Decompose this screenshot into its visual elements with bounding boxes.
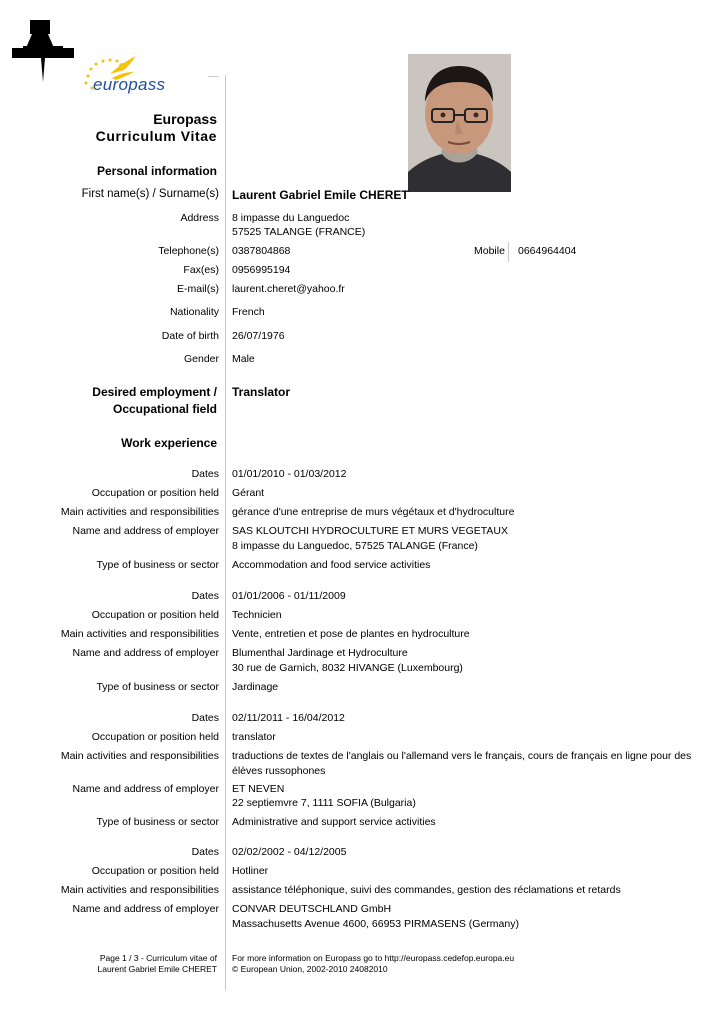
document-title-line1: Europass <box>153 111 217 127</box>
pushpin-icon <box>10 18 76 84</box>
section-title-personal: Personal information <box>96 164 217 178</box>
job-dates: 01/01/2006 - 01/11/2009 <box>232 590 346 602</box>
job-dates-label: Dates <box>191 846 219 858</box>
nationality-label: Nationality <box>169 306 219 318</box>
europass-wordmark <box>93 75 165 95</box>
job-activities-label: Main activities and responsibilities <box>60 750 219 762</box>
mobile-separator <box>508 242 509 262</box>
nationality-value: French <box>232 306 265 318</box>
footer-europass-link[interactable]: For more information on Europass go to http://europass.cedefop.europa.eu <box>232 953 515 963</box>
gender-label: Gender <box>183 353 219 365</box>
column-divider <box>225 75 226 990</box>
job-activities-label: Main activities and responsibilities <box>60 628 219 640</box>
telephone-value: 0387804868 <box>232 245 291 257</box>
job-dates: 02/02/2002 - 04/12/2005 <box>232 846 347 858</box>
job-employer-label: Name and address of employer <box>72 783 219 795</box>
job-dates-label: Dates <box>191 468 219 480</box>
job-occupation-label: Occupation or position held <box>91 487 219 499</box>
email-value: laurent.cheret@yahoo.fr <box>232 283 345 295</box>
gender-value: Male <box>232 353 255 365</box>
dob-label: Date of birth <box>161 330 219 342</box>
europass-wordmark-text: europass <box>93 75 166 94</box>
job-employer-name: SAS KLOUTCHI HYDROCULTURE ET MURS VEGETAUX <box>232 525 508 537</box>
telephone-label: Telephone(s) <box>158 245 219 257</box>
job-employer-address: 22 septiemvre 7, 1111 SOFIA (Bulgaria) <box>232 797 416 809</box>
address-line1: 8 impasse du Languedoc <box>232 212 350 224</box>
address-line2: 57525 TALANGE (FRANCE) <box>232 226 366 238</box>
job-activities: assistance téléphonique, suivi des commandes, gestion des réclamations et retards <box>232 884 621 896</box>
footer-copyright: © European Union, 2002-2010 24082010 <box>232 964 388 974</box>
job-activities: gérance d'une entreprise de murs végétaux et d'hydroculture <box>232 506 515 518</box>
section-title-work: Work experience <box>121 436 217 450</box>
fax-label: Fax(es) <box>183 264 219 276</box>
job-dates: 02/11/2011 - 16/04/2012 <box>232 712 345 724</box>
fax-value: 0956995194 <box>232 264 291 276</box>
job-activities-line1: traductions de textes de l'anglais ou l'allemand vers le français, cours de français en ligne pour des <box>232 750 692 762</box>
job-activities-label: Main activities and responsibilities <box>60 506 219 518</box>
job-employer-address: 8 impasse du Languedoc, 57525 TALANGE (France) <box>232 540 478 552</box>
footer-page-info-line2: Laurent Gabriel Emile CHERET <box>97 964 217 974</box>
profile-photo <box>408 54 511 192</box>
job-employer-label: Name and address of employer <box>72 525 219 537</box>
job-employer-label: Name and address of employer <box>72 647 219 659</box>
job-occupation: Hotliner <box>232 865 269 877</box>
job-dates: 01/01/2010 - 01/03/2012 <box>232 468 347 480</box>
job-activities-line2: élèves russophones <box>232 765 326 777</box>
job-business: Accommodation and food service activities <box>232 559 431 571</box>
job-occupation: Gérant <box>232 487 265 499</box>
job-occupation-label: Occupation or position held <box>91 865 219 877</box>
dob-value: 26/07/1976 <box>232 330 285 342</box>
email-label: E-mail(s) <box>177 283 219 295</box>
footer-page-info-line1: Page 1 / 3 - Curriculum vitae of <box>99 953 217 963</box>
job-business-label: Type of business or sector <box>96 559 219 571</box>
desired-employment-label-line2: Occupational field <box>112 402 217 416</box>
document-title-line2: Curriculum Vitae <box>95 128 217 144</box>
job-employer-address: 30 rue de Garnich, 8032 HIVANGE (Luxembourg) <box>232 662 463 674</box>
job-occupation: Technicien <box>232 609 282 621</box>
job-occupation: translator <box>232 731 276 743</box>
mobile-value: 0664964404 <box>518 245 577 257</box>
job-occupation-label: Occupation or position held <box>91 731 219 743</box>
header-rule <box>208 76 218 77</box>
desired-employment-value: Translator <box>232 385 291 399</box>
job-occupation-label: Occupation or position held <box>91 609 219 621</box>
job-dates-label: Dates <box>191 712 219 724</box>
mobile-label: Mobile <box>474 245 505 257</box>
job-activities-label: Main activities and responsibilities <box>60 884 219 896</box>
job-employer-label: Name and address of employer <box>72 903 219 915</box>
job-employer-name: ET NEVEN <box>232 783 285 795</box>
job-dates-label: Dates <box>191 590 219 602</box>
job-business: Administrative and support service activities <box>232 816 436 828</box>
job-business-label: Type of business or sector <box>96 816 219 828</box>
job-business-label: Type of business or sector <box>96 681 219 693</box>
job-employer-address: Massachusetts Avenue 4600, 66953 PIRMASENS (Germany) <box>232 918 519 930</box>
job-employer-name: CONVAR DEUTSCHLAND GmbH <box>232 903 392 915</box>
job-business: Jardinage <box>232 681 279 693</box>
job-activities: Vente, entretien et pose de plantes en hydroculture <box>232 628 470 640</box>
address-label: Address <box>180 212 219 224</box>
name-label: First name(s) / Surname(s) <box>81 188 219 200</box>
desired-employment-label-line1: Desired employment / <box>92 385 217 399</box>
job-employer-name: Blumenthal Jardinage et Hydroculture <box>232 647 408 659</box>
full-name: Laurent Gabriel Emile CHERET <box>232 188 409 202</box>
